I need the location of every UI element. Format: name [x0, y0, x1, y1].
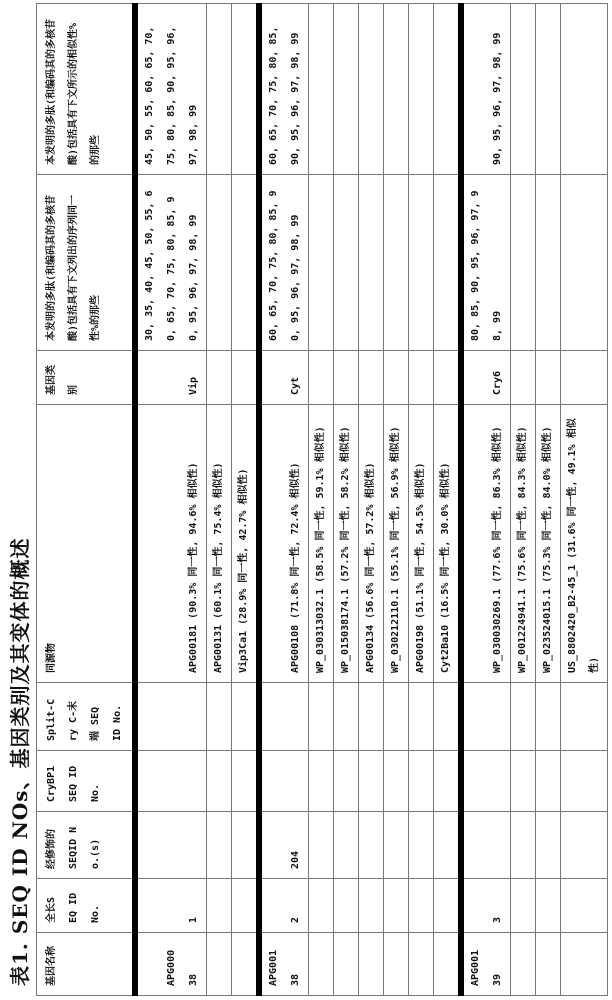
table-row: [434, 4, 462, 996]
cell-full-length-seq-id: [309, 879, 334, 933]
cell-crybp1-seq-id: [561, 751, 608, 812]
cell-gene-name: [232, 933, 260, 996]
cell-similarity-values: [434, 4, 462, 175]
cell-gene-name: APG00138: [259, 933, 309, 996]
cell-gene-name: APG00038: [135, 933, 207, 996]
table-row: [309, 4, 334, 996]
header-modified-seq-id: 经修饰的SEQID No.(s): [37, 812, 136, 879]
cell-full-length-seq-id: [384, 879, 409, 933]
cell-similarity-values: [409, 4, 434, 175]
cell-full-length-seq-id: [511, 879, 536, 933]
cell-modified-seq-id: [409, 812, 434, 879]
cell-modified-seq-id: [434, 812, 462, 879]
cell-similarity-values: [334, 4, 359, 175]
cell-full-length-seq-id: 2: [259, 879, 309, 933]
cell-identity-values: [536, 175, 561, 351]
cell-gene-name: [434, 933, 462, 996]
cell-gene-class: [207, 351, 232, 405]
cell-modified-seq-id: [511, 812, 536, 879]
cell-modified-seq-id: [334, 812, 359, 879]
cell-modified-seq-id: [207, 812, 232, 879]
cell-gene-name: [384, 933, 409, 996]
cell-modified-seq-id: [232, 812, 260, 879]
seq-id-table: [36, 3, 608, 996]
cell-identity-values: [232, 175, 260, 351]
table-row: [461, 4, 511, 996]
cell-gene-name: [536, 933, 561, 996]
cell-crybp1-seq-id: [384, 751, 409, 812]
cell-gene-class: Cry6: [461, 351, 511, 405]
table-row: [259, 4, 309, 996]
table-row: [359, 4, 384, 996]
cell-gene-name: APG00139: [461, 933, 511, 996]
cell-similarity-values: 90, 95, 96, 97, 98, 99: [461, 4, 511, 175]
cell-similarity-values: [536, 4, 561, 175]
cell-homolog: Cyt2Ba10 (16.5% 同一性, 30.0% 相似性): [434, 405, 462, 683]
cell-split-cry-seq-id: [536, 683, 561, 751]
header-gene-name: 基因名称: [37, 933, 136, 996]
cell-split-cry-seq-id: [561, 683, 608, 751]
cell-identity-values: [434, 175, 462, 351]
table-title: 表1. SEQ ID NOs、基因类别及其变体的概述: [4, 537, 33, 986]
cell-crybp1-seq-id: [259, 751, 309, 812]
cell-homolog: APG00131 (60.1% 同一性, 75.4% 相似性): [207, 405, 232, 683]
cell-full-length-seq-id: [232, 879, 260, 933]
cell-gene-class: [359, 351, 384, 405]
cell-full-length-seq-id: [207, 879, 232, 933]
cell-gene-class: [536, 351, 561, 405]
cell-gene-name: [511, 933, 536, 996]
cell-crybp1-seq-id: [334, 751, 359, 812]
cell-crybp1-seq-id: [434, 751, 462, 812]
cell-crybp1-seq-id: [309, 751, 334, 812]
cell-modified-seq-id: 204: [259, 812, 309, 879]
cell-split-cry-seq-id: [359, 683, 384, 751]
header-similarity: 本发明的多肽(和编码其的多核苷酸)包括具有下文所示的相似性%的那些: [37, 4, 136, 175]
header-crybp1-seq-id: CryBP1 SEQ ID No.: [37, 751, 136, 812]
cell-identity-values: [309, 175, 334, 351]
cell-split-cry-seq-id: [461, 683, 511, 751]
table-row: [536, 4, 561, 996]
cell-gene-class: Vip: [135, 351, 207, 405]
cell-gene-class: [434, 351, 462, 405]
cell-split-cry-seq-id: [259, 683, 309, 751]
table-row: [561, 4, 608, 996]
table-row: [511, 4, 536, 996]
cell-gene-class: [561, 351, 608, 405]
cell-similarity-values: [309, 4, 334, 175]
cell-similarity-values: [359, 4, 384, 175]
cell-homolog: US_8802420_B2-45_1 (31.6% 同一性, 49.1% 相似性): [561, 405, 608, 683]
header-homologs: 同源物: [37, 405, 136, 683]
cell-gene-name: [561, 933, 608, 996]
cell-similarity-values: 45, 50, 55, 60, 65, 70, 75, 80, 85, 90, 95, 96, 97, 98, 99: [135, 4, 207, 175]
cell-split-cry-seq-id: [409, 683, 434, 751]
cell-identity-values: 30, 35, 40, 45, 50, 55, 60, 65, 70, 75, 80, 85, 90, 95, 96, 97, 98, 99: [135, 175, 207, 351]
cell-identity-values: [207, 175, 232, 351]
cell-identity-values: [384, 175, 409, 351]
table-row: [334, 4, 359, 996]
cell-split-cry-seq-id: [232, 683, 260, 751]
cell-full-length-seq-id: 1: [135, 879, 207, 933]
cell-crybp1-seq-id: [359, 751, 384, 812]
cell-identity-values: [334, 175, 359, 351]
table-row: [135, 4, 207, 996]
cell-gene-class: [334, 351, 359, 405]
cell-full-length-seq-id: [334, 879, 359, 933]
cell-split-cry-seq-id: [334, 683, 359, 751]
cell-identity-values: [561, 175, 608, 351]
cell-homolog: Vip3Ca1 (28.9% 同一性, 42.7% 相似性): [232, 405, 260, 683]
cell-similarity-values: [384, 4, 409, 175]
cell-split-cry-seq-id: [309, 683, 334, 751]
cell-similarity-values: [207, 4, 232, 175]
cell-homolog: APG00198 (51.1% 同一性, 54.5% 相似性): [409, 405, 434, 683]
cell-crybp1-seq-id: [232, 751, 260, 812]
cell-split-cry-seq-id: [511, 683, 536, 751]
cell-modified-seq-id: [461, 812, 511, 879]
cell-crybp1-seq-id: [461, 751, 511, 812]
cell-identity-values: [409, 175, 434, 351]
table-row: [409, 4, 434, 996]
cell-similarity-values: [561, 4, 608, 175]
cell-homolog: APG00181 (90.3% 同一性, 94.6% 相似性): [135, 405, 207, 683]
cell-homolog: APG00108 (71.8% 同一性, 72.4% 相似性): [259, 405, 309, 683]
cell-crybp1-seq-id: [207, 751, 232, 812]
cell-homolog: WP_001224941.1 (75.6% 同一性, 84.3% 相似性): [511, 405, 536, 683]
cell-homolog: WP_030313032.1 (58.5% 同一性, 59.1% 相似性): [309, 405, 334, 683]
header-row: [37, 4, 136, 996]
cell-crybp1-seq-id: [409, 751, 434, 812]
table-row: [232, 4, 260, 996]
cell-gene-class: Cyt: [259, 351, 309, 405]
cell-modified-seq-id: [309, 812, 334, 879]
cell-identity-values: 60, 65, 70, 75, 80, 85, 90, 95, 96, 97, 98, 99: [259, 175, 309, 351]
cell-modified-seq-id: [384, 812, 409, 879]
cell-crybp1-seq-id: [536, 751, 561, 812]
cell-modified-seq-id: [359, 812, 384, 879]
cell-homolog: APG00134 (56.6% 同一性, 57.2% 相似性): [359, 405, 384, 683]
cell-similarity-values: 60, 65, 70, 75, 80, 85, 90, 95, 96, 97, 98, 99: [259, 4, 309, 175]
cell-gene-name: [309, 933, 334, 996]
cell-full-length-seq-id: [359, 879, 384, 933]
cell-full-length-seq-id: [409, 879, 434, 933]
cell-full-length-seq-id: [536, 879, 561, 933]
table-row: [384, 4, 409, 996]
cell-homolog: WP_015038174.1 (57.2% 同一性, 58.2% 相似性): [334, 405, 359, 683]
cell-split-cry-seq-id: [135, 683, 207, 751]
cell-gene-name: [359, 933, 384, 996]
cell-similarity-values: [232, 4, 260, 175]
cell-crybp1-seq-id: [511, 751, 536, 812]
cell-modified-seq-id: [536, 812, 561, 879]
header-gene-class: 基因类别: [37, 351, 136, 405]
cell-full-length-seq-id: [434, 879, 462, 933]
cell-split-cry-seq-id: [207, 683, 232, 751]
cell-full-length-seq-id: [561, 879, 608, 933]
cell-gene-class: [511, 351, 536, 405]
cell-crybp1-seq-id: [135, 751, 207, 812]
header-split-cry-seq-id: Split-Cry C-末端 SEQ ID No.: [37, 683, 136, 751]
cell-similarity-values: [511, 4, 536, 175]
cell-gene-class: [409, 351, 434, 405]
cell-modified-seq-id: [561, 812, 608, 879]
cell-modified-seq-id: [135, 812, 207, 879]
cell-gene-name: [207, 933, 232, 996]
cell-identity-values: [511, 175, 536, 351]
table-row: [207, 4, 232, 996]
rotated-page: [0, 0, 612, 1000]
cell-gene-class: [232, 351, 260, 405]
cell-homolog: WP_023524015.1 (75.3% 同一性, 84.0% 相似性): [536, 405, 561, 683]
cell-gene-name: [334, 933, 359, 996]
cell-homolog: WP_030212110.1 (55.1% 同一性, 56.9% 相似性): [384, 405, 409, 683]
cell-split-cry-seq-id: [384, 683, 409, 751]
cell-identity-values: [359, 175, 384, 351]
cell-full-length-seq-id: 3: [461, 879, 511, 933]
cell-identity-values: 80, 85, 90, 95, 96, 97, 98, 99: [461, 175, 511, 351]
header-identity: 本发明的多肽(和编码其的多核苷酸)包括具有下文列出的序列同一性%的那些: [37, 175, 136, 351]
cell-split-cry-seq-id: [434, 683, 462, 751]
header-full-length-seq-id: 全长SEQ ID No.: [37, 879, 136, 933]
table-body: [135, 4, 608, 996]
cell-homolog: WP_030030269.1 (77.6% 同一性, 86.3% 相似性): [461, 405, 511, 683]
cell-gene-class: [384, 351, 409, 405]
cell-gene-class: [309, 351, 334, 405]
cell-gene-name: [409, 933, 434, 996]
